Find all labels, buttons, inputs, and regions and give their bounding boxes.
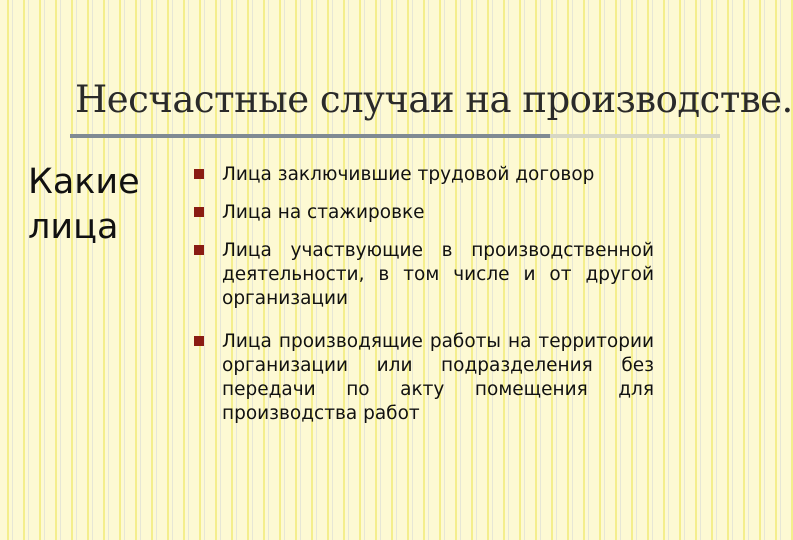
square-bullet-icon <box>194 207 204 217</box>
list-item <box>192 239 654 311</box>
title-underline-faded <box>550 134 720 138</box>
list-item <box>192 163 654 187</box>
side-label: Какие лица <box>28 162 140 247</box>
list-item <box>192 330 654 426</box>
square-bullet-icon <box>194 169 204 179</box>
bullet-text: Лица производящие работы на территории организации или подразделения без передачи по акту помещения для производства работ <box>222 331 654 424</box>
slide-title: Несчастные случаи на производстве. <box>75 78 793 121</box>
bullet-text: Лица участвующие в производственной деятельности, в том числе и от другой организации <box>222 240 654 309</box>
bullet-text: Лица на стажировке <box>222 202 425 223</box>
title-underline <box>70 134 550 138</box>
square-bullet-icon <box>194 245 204 255</box>
bullet-list <box>192 163 654 440</box>
list-item <box>192 201 654 225</box>
square-bullet-icon <box>194 336 204 346</box>
bullet-text: Лица заключившие трудовой договор <box>222 164 595 185</box>
